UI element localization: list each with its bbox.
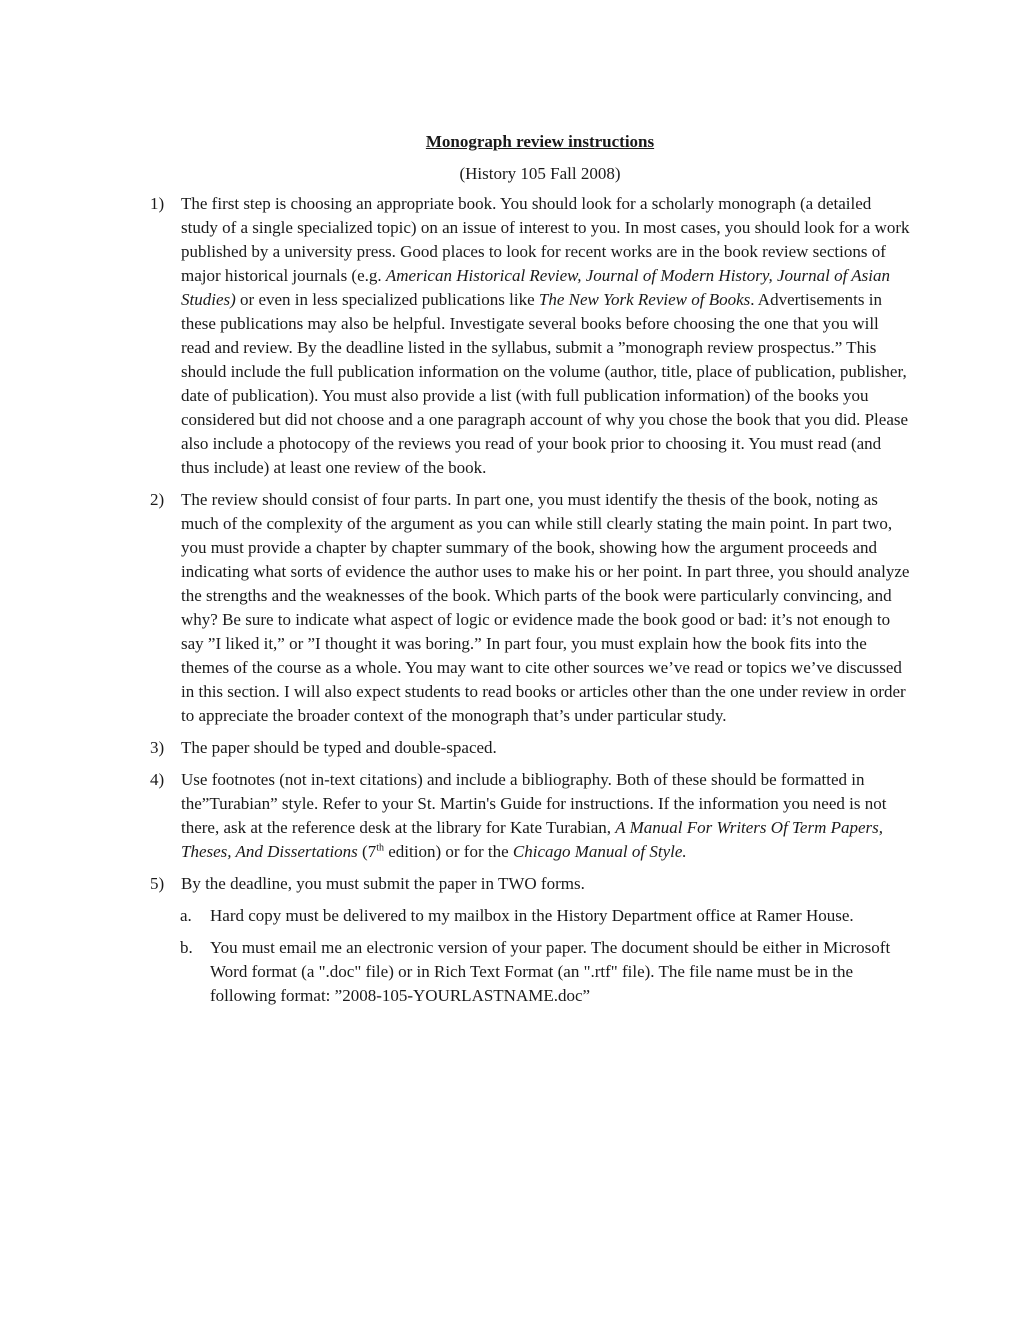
text-run: The first step is choosing an appropriate book. You should look for a scholarly monograph (a detailed study of a single specialized topic) on an issue of interest to you. In most cases, you should look for a work published by a university press. Good places to look for recent works are in the book review sections of major historical journals (e.g.: [181, 194, 910, 285]
subitem-text: Hard copy must be delivered to my mailbox in the History Department office at Ramer House.: [210, 906, 854, 925]
list-item: [150, 768, 910, 864]
book-title: Chicago Manual of Style.: [512, 842, 687, 861]
list-item: [150, 872, 910, 896]
instruction-list: [150, 192, 910, 1008]
superscript: th: [376, 842, 384, 854]
submission-sublist: [150, 904, 910, 1008]
item-number: 3): [150, 738, 165, 757]
item-text: [181, 192, 910, 480]
item-text: [181, 872, 910, 896]
subitem-text: You must email me an electronic version of your paper. The document should be either in Microsoft Word format (a ".doc" file) or in Rich Text Format (an ".rtf" file). The file name must be in the following format: ”2008-105-YOURLASTNAME.doc”: [210, 938, 891, 1005]
text-run: The review should consist of four parts. In part one, you must identify the thesis of the book, noting as much of the complexity of the argument as you can while still clearly stating the main point. In part two, you must provide a chapter by chapter summary of the book, showing how the argument proceeds and indicating what sorts of evidence the author uses to make his or her point. In part three, you should analyze the strengths and the weaknesses of the book. Which parts of the book were particularly convincing, and why? Be sure to indicate what aspect of logic or evidence made the book good or bad: it’s not enough to say ”I liked it,” or ”I thought it was boring.” In part four, you must explain how the book fits into the themes of the course as a whole. You may want to cite other sources we’ve read or topics we’ve discussed in this section. I will also expect students to read books or articles other than the one under review in order to appreciate the broader context of the monograph that’s under particular study.: [181, 490, 910, 725]
text-run: edition) or for the: [384, 842, 513, 861]
item-number: 1): [150, 194, 165, 213]
list-item: [150, 192, 910, 480]
subitem-letter: b.: [180, 938, 193, 957]
document-subtitle: (History 105 Fall 2008): [459, 164, 621, 183]
sublist-item: [150, 904, 910, 928]
book-title: A Manual For Writers Of Term Papers, Theses, And Dissertations: [181, 818, 884, 861]
subitem-letter: a.: [180, 906, 192, 925]
text-run: By the deadline, you must submit the paper in TWO forms.: [181, 874, 585, 893]
journal-titles: American Historical Review, Journal of Modern History, Journal of Asian Studies): [181, 266, 891, 309]
item-number: 2): [150, 490, 165, 509]
list-item: [150, 488, 910, 728]
text-run: (7: [357, 842, 377, 861]
item-text: [181, 768, 910, 864]
item-number: 4): [150, 770, 165, 789]
text-run: Use footnotes (not in-text citations) and include a bibliography. Both of these should be formatted in the”Turabian” style. Refer to your St. Martin's Guide for instructions. If the information you need is not there, ask at the reference desk at the library for Kate Turabian,: [181, 770, 887, 837]
text-run: The paper should be typed and double-spaced.: [181, 738, 497, 757]
item-text: [181, 488, 910, 728]
text-run: or even in less specialized publications like: [235, 290, 539, 309]
item-number: 5): [150, 874, 165, 893]
document-title: Monograph review instructions: [425, 132, 655, 151]
document-page: [150, 130, 910, 1008]
list-item: [150, 736, 910, 760]
publication-title: The New York Review of Books: [538, 290, 751, 309]
text-run: . Advertisements in these publications may also be helpful. Investigate several books before choosing the one that you will read and review. By the deadline listed in the syllabus, submit a ”monograph review prospectus.” This should include the full publication information on the volume (author, title, place of publication, publisher, date of publication). You must also provide a list (with full publication information) of the books you considered but did not choose and a one paragraph account of why you chose the book that you did. Please also include a photocopy of the reviews you read of your book prior to choosing it. You must read (and thus include) at least one review of the book.: [181, 290, 909, 477]
sublist-item: [150, 936, 910, 1008]
item-text: [181, 736, 910, 760]
